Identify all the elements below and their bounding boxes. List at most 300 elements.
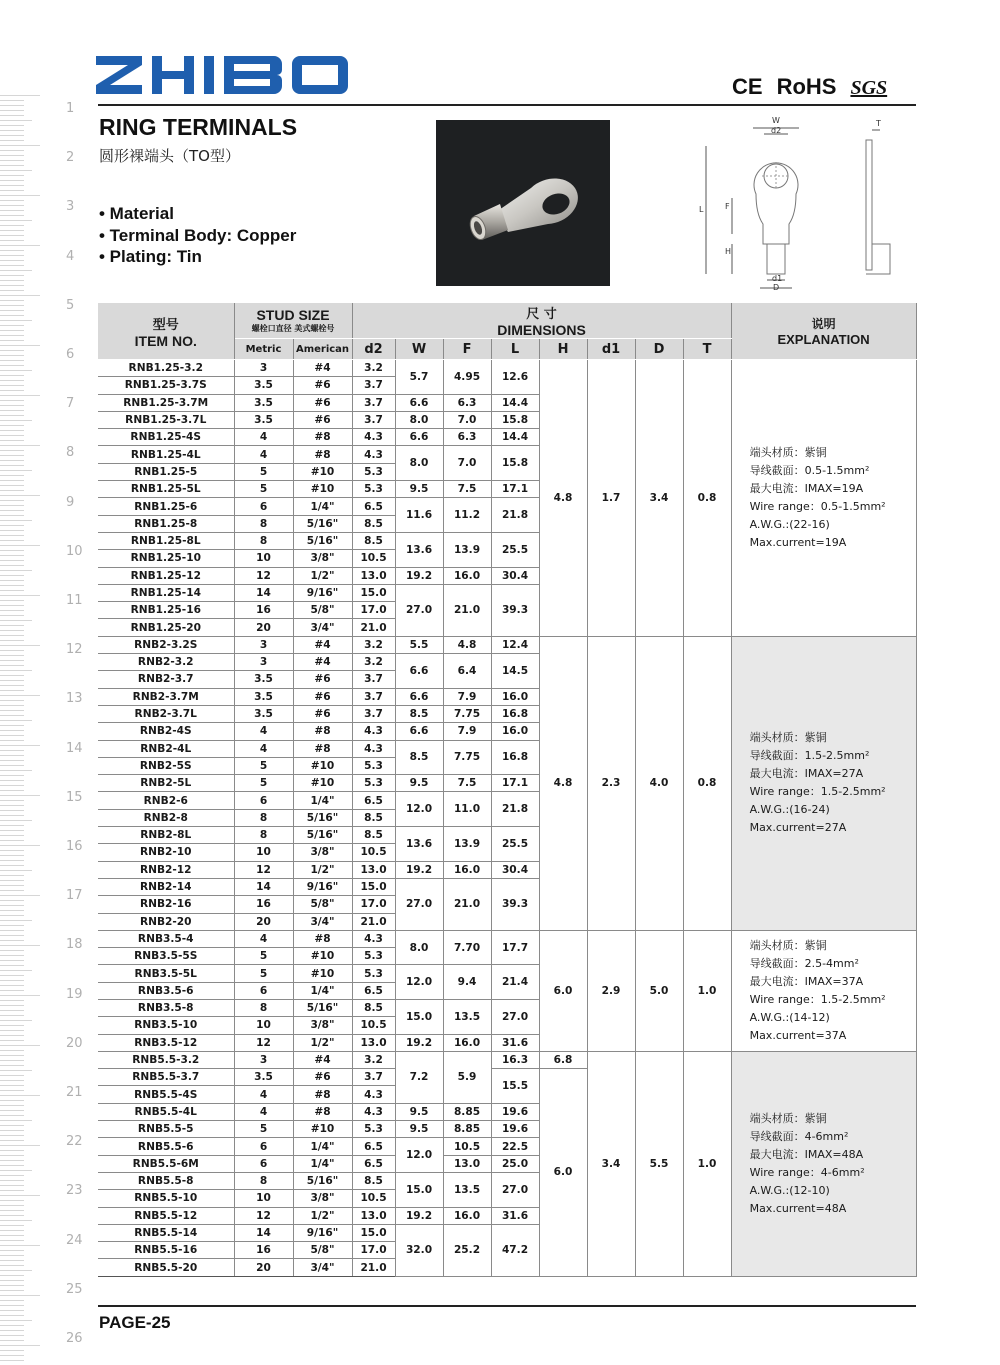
ruler-number: 12 xyxy=(66,642,83,658)
ruler-tick xyxy=(0,310,24,311)
d1-cell: 2.3 xyxy=(587,636,635,930)
item-no-cell: RNB2-3.7 xyxy=(98,671,234,688)
h-cell: 4.8 xyxy=(539,360,587,637)
ruler-tick xyxy=(0,410,24,411)
american-cell: #8 xyxy=(293,723,352,740)
metric-cell: 3 xyxy=(234,1051,293,1068)
f-cell: 13.9 xyxy=(443,532,491,567)
d2-cell: 8.5 xyxy=(352,827,395,844)
metric-cell: 6 xyxy=(234,1138,293,1155)
ruler-tick xyxy=(0,145,40,146)
ruler-tick xyxy=(0,1140,24,1141)
l-cell: 27.0 xyxy=(491,999,539,1034)
ruler-number: 8 xyxy=(66,445,75,461)
ruler-tick xyxy=(0,805,24,806)
w-cell: 5.5 xyxy=(395,636,443,653)
ruler-tick xyxy=(0,970,32,971)
d2-cell: 5.3 xyxy=(352,1121,395,1138)
d-cell: 5.0 xyxy=(635,930,683,1051)
ruler-tick xyxy=(0,255,24,256)
ruler-number: 15 xyxy=(66,789,83,805)
f-cell: 16.0 xyxy=(443,1034,491,1051)
ruler-tick xyxy=(0,880,24,881)
ruler-tick xyxy=(0,105,24,106)
ruler-number: 23 xyxy=(66,1183,83,1199)
ruler-tick xyxy=(0,1010,24,1011)
f-cell: 7.9 xyxy=(443,688,491,705)
metric-cell: 3.5 xyxy=(234,377,293,394)
metric-cell: 20 xyxy=(234,913,293,930)
american-cell: #6 xyxy=(293,394,352,411)
item-no-cell: RNB5.5-6 xyxy=(98,1138,234,1155)
ruler-number: 17 xyxy=(66,888,83,904)
ruler-tick xyxy=(0,1210,24,1211)
l-cell: 25.5 xyxy=(491,532,539,567)
ruler-tick xyxy=(0,1045,40,1046)
ruler-tick xyxy=(0,1020,32,1021)
d2-cell: 3.2 xyxy=(352,1051,395,1068)
american-cell: 5/16" xyxy=(293,809,352,826)
ruler-number: 26 xyxy=(66,1331,83,1346)
ruler-tick xyxy=(0,755,24,756)
w-cell: 8.0 xyxy=(395,446,443,481)
d2-cell: 3.7 xyxy=(352,1069,395,1086)
ruler-tick xyxy=(0,265,24,266)
item-no-cell: RNB5.5-6M xyxy=(98,1155,234,1172)
metric-cell: 12 xyxy=(234,861,293,878)
item-no-cell: RNB1.25-16 xyxy=(98,602,234,619)
w-cell: 5.7 xyxy=(395,360,443,395)
ruler-number: 10 xyxy=(66,543,83,559)
ruler-tick xyxy=(0,1355,24,1356)
ruler-tick xyxy=(0,1155,24,1156)
d2-cell: 8.5 xyxy=(352,1172,395,1189)
ruler-tick xyxy=(0,720,32,721)
ruler-tick xyxy=(0,375,24,376)
ruler-tick xyxy=(0,1105,24,1106)
ruler-tick xyxy=(0,1190,24,1191)
stud-size-header: STUD SIZE 螺栓口直径 美式螺栓号 xyxy=(234,303,352,339)
ruler-tick xyxy=(0,760,24,761)
l-cell: 25.0 xyxy=(491,1155,539,1172)
ruler-tick xyxy=(0,1230,24,1231)
ruler-tick xyxy=(0,1185,24,1186)
w-cell: 8.0 xyxy=(395,930,443,965)
explanation-line: Max.current=48A xyxy=(749,1201,847,1215)
american-cell: 5/16" xyxy=(293,515,352,532)
d2-cell: 3.2 xyxy=(352,654,395,671)
ruler-tick xyxy=(0,555,24,556)
item-no-cell: RNB1.25-3.7L xyxy=(98,411,234,428)
american-cell: #10 xyxy=(293,463,352,480)
item-no-cell: RNB5.5-3.7 xyxy=(98,1069,234,1086)
ruler-tick xyxy=(0,790,24,791)
l-cell: 16.8 xyxy=(491,740,539,775)
d-cell: 3.4 xyxy=(635,360,683,637)
ruler-tick xyxy=(0,1310,24,1311)
d2-cell: 10.5 xyxy=(352,844,395,861)
metric-cell: 4 xyxy=(234,1103,293,1120)
material-list xyxy=(99,203,296,268)
ruler-tick xyxy=(0,185,24,186)
label-w: W xyxy=(772,116,780,125)
ruler-tick xyxy=(0,960,24,961)
f-cell: 16.0 xyxy=(443,861,491,878)
item-no-cell: RNB3.5-6 xyxy=(98,982,234,999)
american-cell: #4 xyxy=(293,1051,352,1068)
l-cell: 30.4 xyxy=(491,861,539,878)
american-cell: 5/16" xyxy=(293,999,352,1016)
ruler-number: 22 xyxy=(66,1134,83,1150)
item-no-cell: RNB1.25-3.7S xyxy=(98,377,234,394)
ruler-tick xyxy=(0,130,24,131)
l-cell: 12.4 xyxy=(491,636,539,653)
ruler-tick xyxy=(0,465,24,466)
explanation-cell xyxy=(731,930,916,1051)
ruler-tick xyxy=(0,485,24,486)
ruler-tick xyxy=(0,1110,24,1111)
ruler-tick xyxy=(0,590,24,591)
table-row xyxy=(98,360,916,377)
metric-cell: 3 xyxy=(234,636,293,653)
ruler-tick xyxy=(0,890,24,891)
d2-cell: 6.5 xyxy=(352,498,395,515)
item-no-cell: RNB2-4S xyxy=(98,723,234,740)
ruler-tick xyxy=(0,1265,24,1266)
explanation-line: A.W.G.:(14-12) xyxy=(749,1010,830,1024)
ruler-tick xyxy=(0,830,24,831)
h-cell: 6.0 xyxy=(539,930,587,1051)
ruler-tick xyxy=(0,855,24,856)
w-cell: 6.6 xyxy=(395,723,443,740)
ruler-tick xyxy=(0,340,24,341)
f-cell: 10.5 xyxy=(443,1138,491,1155)
ruler-tick xyxy=(0,1225,24,1226)
ruler-number: 21 xyxy=(66,1085,83,1100)
ruler-tick xyxy=(0,215,24,216)
item-no-cell: RNB5.5-10 xyxy=(98,1190,234,1207)
ruler-tick xyxy=(0,380,24,381)
metric-cell: 4 xyxy=(234,429,293,446)
american-cell: #6 xyxy=(293,377,352,394)
ruler-tick xyxy=(0,605,24,606)
item-no-cell: RNB1.25-8 xyxy=(98,515,234,532)
metric-cell: 8 xyxy=(234,515,293,532)
w-cell: 12.0 xyxy=(395,965,443,1000)
dimensions-header: 尺 寸 DIMENSIONS xyxy=(352,303,731,339)
ruler-tick xyxy=(0,1055,24,1056)
l-cell: 39.3 xyxy=(491,584,539,636)
f-cell: 21.0 xyxy=(443,878,491,930)
metric-cell: 8 xyxy=(234,809,293,826)
explanation-cell xyxy=(731,360,916,637)
ruler-tick xyxy=(0,1035,24,1036)
ruler-tick xyxy=(0,745,40,746)
ruler-tick xyxy=(0,260,24,261)
l-cell: 21.4 xyxy=(491,965,539,1000)
ruler-number: 25 xyxy=(66,1281,83,1297)
ruler-tick xyxy=(0,445,40,446)
ruler-tick xyxy=(0,440,24,441)
ruler-tick xyxy=(0,240,24,241)
american-header: American xyxy=(293,339,352,360)
ruler-tick xyxy=(0,500,24,501)
ruler-tick xyxy=(0,1085,24,1086)
l-cell: 21.8 xyxy=(491,792,539,827)
ruler-tick xyxy=(0,565,24,566)
label-t: T xyxy=(876,119,881,128)
f-cell: 7.5 xyxy=(443,775,491,792)
d2-cell: 8.5 xyxy=(352,532,395,549)
l-cell: 16.0 xyxy=(491,688,539,705)
ruler-number: 16 xyxy=(66,839,83,854)
f-cell: 8.85 xyxy=(443,1121,491,1138)
ruler-tick xyxy=(0,610,24,611)
metric-cell: 8 xyxy=(234,532,293,549)
ruler-tick xyxy=(0,415,24,416)
american-cell: 3/8" xyxy=(293,1017,352,1034)
ruler-tick xyxy=(0,575,24,576)
ruler-tick xyxy=(0,250,24,251)
f-cell: 16.0 xyxy=(443,567,491,584)
item-no-cell: RNB2-10 xyxy=(98,844,234,861)
ruler-tick xyxy=(0,300,24,301)
col-d1-header: d1 xyxy=(587,339,635,360)
ruler-tick xyxy=(0,1335,24,1336)
ruler-tick xyxy=(0,1125,24,1126)
ruler-tick xyxy=(0,220,32,221)
ruler-tick xyxy=(0,995,40,996)
col-d2-header: d2 xyxy=(352,339,395,360)
ruler-tick xyxy=(0,765,24,766)
header-divider xyxy=(98,104,916,106)
d2-cell: 15.0 xyxy=(352,584,395,601)
ruler-number: 20 xyxy=(66,1035,83,1051)
american-cell: #8 xyxy=(293,930,352,947)
ruler-tick xyxy=(0,775,24,776)
item-no-cell: RNB3.5-12 xyxy=(98,1034,234,1051)
metric-cell: 4 xyxy=(234,930,293,947)
metric-cell: 3.5 xyxy=(234,411,293,428)
metric-cell: 10 xyxy=(234,550,293,567)
ruler-tick xyxy=(0,1165,24,1166)
d1-cell: 2.9 xyxy=(587,930,635,1051)
item-no-cell: RNB5.5-4L xyxy=(98,1103,234,1120)
f-cell: 6.4 xyxy=(443,654,491,689)
ruler-tick xyxy=(0,655,24,656)
ruler-tick xyxy=(0,945,40,946)
material-item: • Plating: Tin xyxy=(99,247,202,266)
ruler-tick xyxy=(0,835,24,836)
ruler-tick xyxy=(0,435,24,436)
l-cell: 22.5 xyxy=(491,1138,539,1155)
ruler-tick xyxy=(0,930,24,931)
ruler-tick xyxy=(0,625,24,626)
ruler-tick xyxy=(0,1200,24,1201)
metric-cell: 16 xyxy=(234,1242,293,1259)
item-no-cell: RNB3.5-8 xyxy=(98,999,234,1016)
item-no-cell: RNB5.5-12 xyxy=(98,1207,234,1224)
ruler-tick xyxy=(0,705,24,706)
side-ruler xyxy=(0,95,83,1365)
american-cell: #10 xyxy=(293,965,352,982)
w-cell: 6.6 xyxy=(395,654,443,689)
explanation-line: Max.current=37A xyxy=(749,1028,847,1042)
american-cell: 1/4" xyxy=(293,1155,352,1172)
ruler-tick xyxy=(0,140,24,141)
page-title: RING TERMINALS xyxy=(99,114,298,140)
ruler-tick xyxy=(0,1195,40,1196)
american-cell: 5/16" xyxy=(293,1172,352,1189)
col-f-header: F xyxy=(443,339,491,360)
d-cell: 5.5 xyxy=(635,1051,683,1276)
l-cell: 47.2 xyxy=(491,1224,539,1276)
ruler-tick xyxy=(0,990,24,991)
ruler-tick xyxy=(0,1260,24,1261)
ruler-tick xyxy=(0,1270,32,1271)
d2-cell: 21.0 xyxy=(352,1259,395,1276)
ruler-tick xyxy=(0,620,32,621)
metric-cell: 16 xyxy=(234,896,293,913)
ring-terminal-spec-table xyxy=(98,303,917,1277)
metric-cell: 20 xyxy=(234,1259,293,1276)
metric-cell: 5 xyxy=(234,481,293,498)
d2-cell: 3.7 xyxy=(352,394,395,411)
l-cell: 27.0 xyxy=(491,1172,539,1207)
ruler-tick xyxy=(0,690,24,691)
ruler-tick xyxy=(0,1285,24,1286)
ruler-tick xyxy=(0,285,24,286)
ruler-tick xyxy=(0,740,24,741)
ruler-tick xyxy=(0,365,24,366)
metric-cell: 8 xyxy=(234,1172,293,1189)
american-cell: 3/4" xyxy=(293,619,352,636)
item-no-cell: RNB2-4L xyxy=(98,740,234,757)
ruler-tick xyxy=(0,815,24,816)
d1-cell: 3.4 xyxy=(587,1051,635,1276)
ruler-tick xyxy=(0,695,40,696)
d2-cell: 13.0 xyxy=(352,1034,395,1051)
american-cell: #10 xyxy=(293,481,352,498)
ruler-tick xyxy=(0,870,32,871)
american-cell: #6 xyxy=(293,411,352,428)
item-no-cell: RNB1.25-4L xyxy=(98,446,234,463)
item-no-cell: RNB3.5-10 xyxy=(98,1017,234,1034)
american-cell: 1/4" xyxy=(293,982,352,999)
explanation-line: 最大电流：IMAX=37A xyxy=(749,974,864,988)
ruler-number: 1 xyxy=(66,101,75,116)
label-d1: d1 xyxy=(772,274,783,283)
metric-cell: 4 xyxy=(234,446,293,463)
ruler-tick xyxy=(0,95,40,96)
ruler-tick xyxy=(0,270,32,271)
ruler-tick xyxy=(0,725,24,726)
ruler-tick xyxy=(0,1030,24,1031)
ruler-tick xyxy=(0,1205,24,1206)
ruler-tick xyxy=(0,230,24,231)
american-cell: #6 xyxy=(293,688,352,705)
ruler-tick xyxy=(0,155,24,156)
explanation-line: 导线截面：2.5-4mm² xyxy=(749,956,859,970)
w-cell: 6.6 xyxy=(395,394,443,411)
explanation-line: A.W.G.:(16-24) xyxy=(749,803,830,817)
ruler-tick xyxy=(0,160,24,161)
w-cell: 9.5 xyxy=(395,1103,443,1120)
ruler-tick xyxy=(0,1135,24,1136)
ruler-number: 6 xyxy=(66,347,75,362)
l-cell: 39.3 xyxy=(491,878,539,930)
d2-cell: 3.2 xyxy=(352,636,395,653)
explanation-line: A.W.G.:(12-10) xyxy=(749,1183,830,1197)
table-row xyxy=(98,1051,916,1068)
table-row xyxy=(98,636,916,653)
d2-cell: 6.5 xyxy=(352,982,395,999)
american-cell: 1/4" xyxy=(293,1138,352,1155)
ring-terminal-photo xyxy=(436,120,610,286)
american-cell: 1/2" xyxy=(293,1207,352,1224)
ruler-tick xyxy=(0,210,24,211)
ruler-tick xyxy=(0,910,24,911)
d-cell: 4.0 xyxy=(635,636,683,930)
ruler-tick xyxy=(0,235,24,236)
item-no-cell: RNB2-5L xyxy=(98,775,234,792)
l-cell: 25.5 xyxy=(491,827,539,862)
l-cell: 21.8 xyxy=(491,498,539,533)
item-no-cell: RNB5.5-4S xyxy=(98,1086,234,1103)
explanation-cell xyxy=(731,636,916,930)
f-cell: 7.0 xyxy=(443,446,491,481)
ruler-tick xyxy=(0,965,24,966)
d2-cell: 4.3 xyxy=(352,930,395,947)
ruler-tick xyxy=(0,925,24,926)
explanation-line: 最大电流：IMAX=19A xyxy=(749,481,864,495)
item-no-cell: RNB2-8L xyxy=(98,827,234,844)
ruler-tick xyxy=(0,110,24,111)
ruler-tick xyxy=(0,645,40,646)
metric-cell: 14 xyxy=(234,584,293,601)
w-cell: 19.2 xyxy=(395,567,443,584)
ruler-tick xyxy=(0,865,24,866)
ruler-tick xyxy=(0,1220,32,1221)
ruler-tick xyxy=(0,735,24,736)
ruler-tick xyxy=(0,315,24,316)
ruler-tick xyxy=(0,915,24,916)
ruler-tick xyxy=(0,1115,24,1116)
american-cell: #10 xyxy=(293,757,352,774)
item-no-cell: RNB1.25-14 xyxy=(98,584,234,601)
w-cell: 27.0 xyxy=(395,878,443,930)
ruler-tick xyxy=(0,1095,40,1096)
w-cell: 13.6 xyxy=(395,532,443,567)
item-no-cell: RNB3.5-5S xyxy=(98,948,234,965)
ruler-number: 9 xyxy=(66,494,75,510)
ruler-tick xyxy=(0,905,24,906)
ruler-tick xyxy=(0,975,24,976)
ruler-tick xyxy=(0,820,32,821)
l-cell: 17.1 xyxy=(491,775,539,792)
ruler-tick xyxy=(0,1315,24,1316)
ruler-tick xyxy=(0,455,24,456)
w-cell: 8.5 xyxy=(395,740,443,775)
ruler-tick xyxy=(0,1250,24,1251)
f-cell: 7.75 xyxy=(443,740,491,775)
ruler-number: 18 xyxy=(66,937,83,953)
ruler-tick xyxy=(0,510,24,511)
d2-cell: 13.0 xyxy=(352,1207,395,1224)
metric-cell: 14 xyxy=(234,1224,293,1241)
metric-cell: 16 xyxy=(234,602,293,619)
dimension-diagram xyxy=(698,114,904,294)
